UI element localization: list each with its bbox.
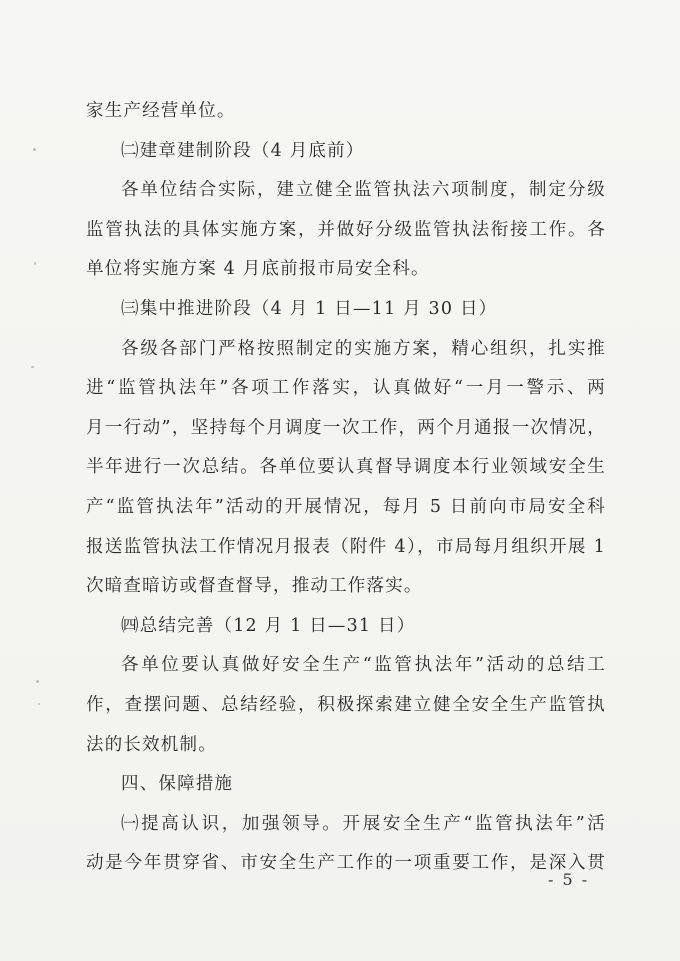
text-line: 次暗查暗访或督查督导，推动工作落实。 bbox=[86, 576, 423, 597]
text-line: 各级各部门严格按照制定的实施方案，精心组织，扎实推 bbox=[121, 338, 606, 359]
text-line: 月一行动”，坚持每个月调度一次工作，两个月通报一次情况， bbox=[86, 417, 606, 438]
page-number: - 5 - bbox=[548, 870, 590, 889]
text-line: 监管执法的具体实施方案，并做好分级监管执法衔接工作。各 bbox=[86, 219, 606, 240]
scan-speck bbox=[31, 366, 34, 368]
scan-speck bbox=[33, 148, 36, 151]
chapter-heading: 四、保障措施 bbox=[121, 774, 234, 795]
section-heading: ㈡建章建制阶段（4 月底前） bbox=[121, 140, 365, 161]
text-line: ㈠提高认识，加强领导。开展安全生产“监管执法年”活 bbox=[121, 813, 606, 834]
text-line: 进“监管执法年”各项工作落实，认真做好“一月一警示、两 bbox=[86, 378, 606, 399]
scan-speck bbox=[36, 680, 39, 683]
section-heading: ㈣总结完善（12 月 1 日—31 日） bbox=[121, 615, 416, 636]
text-line: 各单位结合实际，建立健全监管执法六项制度，制定分级 bbox=[121, 180, 606, 201]
text-line: 动是今年贯穿省、市安全生产工作的一项重要工作，是深入贯 bbox=[86, 853, 606, 874]
scan-speck bbox=[34, 262, 36, 265]
text-line: 各单位要认真做好安全生产“监管执法年”活动的总结工 bbox=[121, 655, 606, 676]
text-line: 半年进行一次总结。各单位要认真督导调度本行业领域安全生 bbox=[86, 457, 606, 478]
section-heading: ㈢集中推进阶段（4 月 1 日—11 月 30 日） bbox=[121, 298, 498, 319]
scan-speck bbox=[38, 703, 40, 705]
text-line: 作，查摆问题、总结经验，积极探索建立健全安全生产监管执 bbox=[86, 694, 606, 715]
text-line: 法的长效机制。 bbox=[86, 734, 217, 755]
text-line: 单位将实施方案 4 月底前报市局安全科。 bbox=[86, 259, 430, 280]
document-body bbox=[86, 92, 606, 884]
text-line: 家生产经营单位。 bbox=[86, 101, 236, 121]
text-line: 报送监管执法工作情况月报表（附件 4），市局每月组织开展 1 bbox=[86, 536, 606, 557]
text-line: 产“监管执法年”活动的开展情况，每月 5 日前向市局安全科 bbox=[86, 496, 606, 517]
